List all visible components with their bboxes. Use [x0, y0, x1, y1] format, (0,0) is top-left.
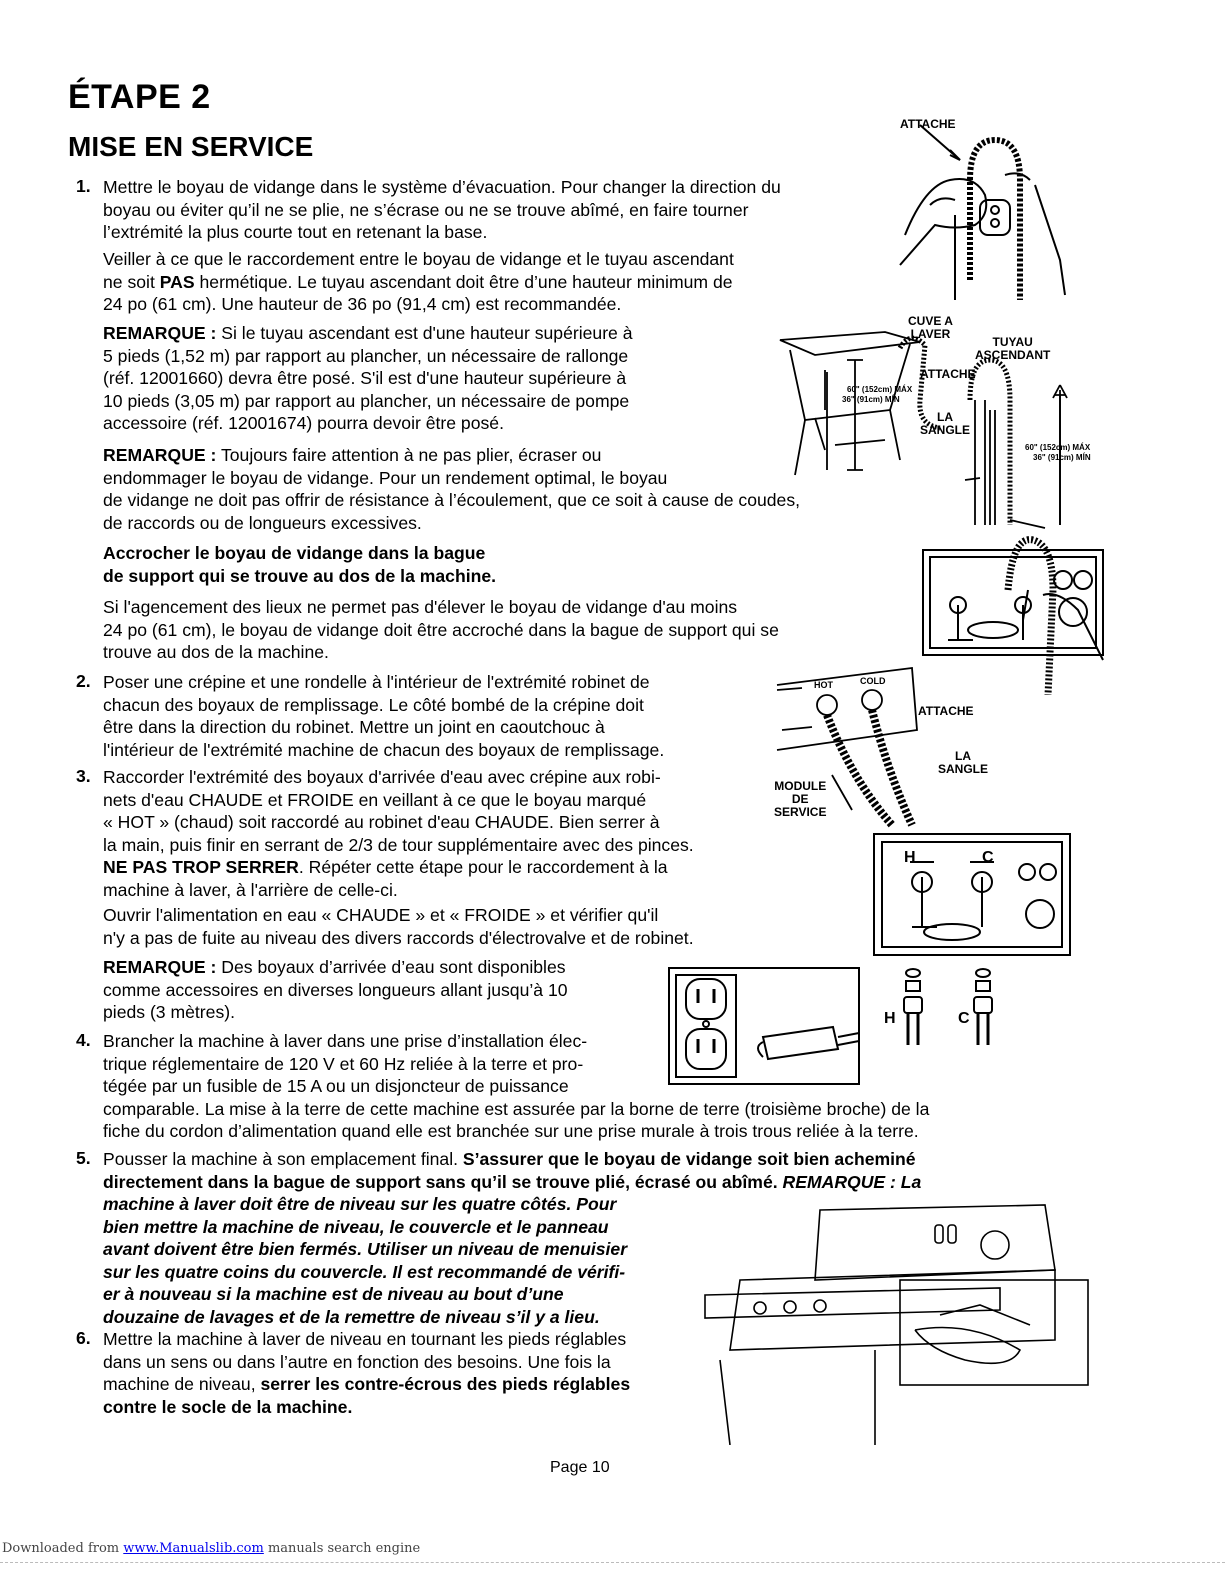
label-max: 60" (152cm) MÁX	[1025, 443, 1091, 452]
text-run: . Répéter cette étape pour le raccordement à la	[298, 857, 668, 877]
label-line: LAVER	[910, 327, 951, 341]
text-line	[103, 1171, 921, 1194]
text-line: nets d'eau CHAUDE et FROIDE en veillant à ce que le boyau marqué	[103, 789, 647, 810]
item1-paragraph-3	[103, 596, 779, 664]
item-number: 1.	[76, 176, 91, 196]
item1-paragraph-2	[103, 248, 734, 316]
label-attache: ATTACHE	[900, 117, 956, 131]
label-h: H	[884, 1010, 896, 1027]
text-line: Mettre le boyau de vidange dans le système d’évacuation. Pour changer la direction du	[103, 177, 781, 197]
text-run: hermétique. Le tuyau ascendant doit être d’une hauteur minimum de	[194, 271, 733, 292]
label-line: LA	[937, 410, 953, 424]
emphasis: directement dans la bague de support sans qu’il se trouve plié, écrasé ou abîmé.	[103, 1171, 783, 1192]
text-line: (réf. 12001660) devra être posé. S'il est d'une hauteur supérieure à	[103, 368, 627, 388]
text-line: fiche du cordon d’alimentation quand elle est branchée sur une prise murale à trois trous reliée à la terre.	[103, 1121, 919, 1141]
washer-level-illustration	[700, 1200, 1090, 1445]
text-line: comparable. La mise à la terre de cette machine est assurée par la borne de terre (troisième broche) de la	[103, 1098, 930, 1119]
text-line: trouve au dos de la machine.	[103, 642, 329, 662]
label-module-de-service	[774, 780, 826, 819]
note-1	[103, 322, 633, 435]
outlet-plug-illustration	[668, 967, 860, 1085]
section-title: MISE EN SERVICE	[68, 131, 314, 162]
text-line: « HOT » (chaud) soit raccordé au robinet d'eau CHAUDE. Bien serrer à	[103, 812, 660, 832]
label-la-sangle	[920, 411, 970, 437]
text-line: contre le socle de la machine.	[103, 1396, 353, 1417]
text-line: 5 pieds (1,52 m) par rapport au plancher, un nécessaire de rallonge	[103, 345, 629, 366]
text-line: 10 pieds (3,05 m) par rapport au plancher, un nécessaire de pompe	[103, 390, 630, 411]
text-line: Veiller à ce que le raccordement entre le boyau de vidange et le tuyau ascendant	[103, 249, 734, 269]
item6-paragraph	[103, 1328, 630, 1418]
item1-paragraph	[103, 176, 781, 244]
text-line	[103, 856, 694, 879]
item-number: 2.	[76, 671, 91, 691]
label-line: SANGLE	[938, 762, 989, 776]
text-line: sur les quatre coins du couvercle. Il est recommandé de vérifi-	[103, 1261, 626, 1282]
label-min: 36" (91cm) MÍN	[1033, 453, 1091, 462]
label-line: ASCENDANT	[975, 348, 1051, 362]
text-line: machine à laver doit être de niveau sur les quatre côtés. Pour	[103, 1194, 617, 1214]
footer-suffix: manuals search engine	[263, 1541, 421, 1556]
note-2	[103, 444, 800, 534]
label-attache: ATTACHE	[918, 704, 974, 718]
text-line: avant doivent être bien fermés. Utiliser un niveau de menuisier	[103, 1239, 628, 1259]
text-line: 24 po (61 cm), le boyau de vidange doit être accroché dans la bague de support qui se	[103, 619, 779, 640]
item-number: 6.	[76, 1328, 91, 1348]
label-c: C	[958, 1010, 970, 1027]
label-line: TUYAU	[992, 335, 1033, 349]
footer-divider	[0, 1562, 1225, 1563]
page-number: Page 10	[550, 1459, 610, 1476]
download-footer	[2, 1541, 420, 1556]
text-line: Ouvrir l'alimentation en eau « CHAUDE » et « FROIDE » et vérifier qu'il	[103, 905, 659, 925]
item-number: 3.	[76, 766, 91, 786]
text-line: er à nouveau si la machine est de niveau au bout d’une	[103, 1284, 564, 1304]
item3-paragraph	[103, 766, 694, 901]
text-line: machine à laver, à l'arrière de celle-ci.	[103, 879, 398, 900]
text-line: douzaine de lavages et de la remettre de niveau s’il y a lieu.	[103, 1306, 600, 1327]
hose-ends-illustration	[878, 965, 1018, 1055]
note-label: REMARQUE :	[103, 323, 217, 343]
text-line: de support qui se trouve au dos de la machine.	[103, 565, 497, 586]
text-line	[103, 322, 633, 345]
label-cold: COLD	[860, 676, 886, 686]
label-line: SERVICE	[774, 805, 827, 819]
emphasis: S’assurer que le boyau de vidange soit bien acheminé	[462, 1149, 916, 1169]
bold-instruction	[103, 542, 496, 587]
text-line: Raccorder l'extrémité des boyaux d'arrivée d'eau avec crépine aux robi-	[103, 767, 661, 787]
label-tuyau-ascendant	[975, 336, 1050, 362]
emphasis: NE PAS TROP SERRER	[103, 857, 299, 877]
text-line: boyau ou éviter qu’il ne se plie, ne s’écrase ou ne se trouve abîmé, en faire tourner	[103, 199, 749, 220]
label-max: 60" (152cm) MÁX	[847, 385, 913, 394]
label-attache: ATTACHE	[920, 367, 976, 381]
text-line: l'intérieur de l'extrémité machine de chacun des boyaux de remplissage.	[103, 739, 665, 760]
label-line: CUVE A	[908, 314, 953, 328]
text-line: de vidange ne doit pas offrir de résistance à l’écoulement, que ce soit à cause de coudes,	[103, 490, 801, 510]
text-line: chacun des boyaux de remplissage. Le côté bombé de la crépine doit	[103, 694, 644, 715]
footer-prefix: Downloaded from	[2, 1541, 124, 1556]
text-run: Des boyaux d’arrivée d’eau sont disponibles	[216, 957, 566, 977]
text-line: dans un sens ou dans l’autre en fonction des besoins. Une fois la	[103, 1351, 611, 1372]
text-line: endommager le boyau de vidange. Pour un rendement optimal, le boyau	[103, 467, 668, 488]
text-line: la main, puis finir en serrant de 2/3 de tour supplémentaire avec des pinces.	[103, 834, 694, 855]
label-line: SANGLE	[920, 423, 971, 437]
note-label: REMARQUE :	[103, 957, 217, 977]
text-run: Si le tuyau ascendant est d'une hauteur supérieure à	[216, 323, 633, 343]
note-label: REMARQUE :	[103, 445, 217, 465]
note-label: REMARQUE : La	[782, 1171, 922, 1192]
text-line: bien mettre la machine de niveau, le couvercle et le panneau	[103, 1216, 609, 1237]
text-run: ne soit	[103, 271, 160, 292]
label-line: DE	[791, 792, 809, 806]
text-line: Si l'agencement des lieux ne permet pas d'élever le boyau de vidange d'au moins	[103, 597, 738, 617]
text-line: n'y a pas de fuite au niveau des divers raccords d'électrovalve et de robinet.	[103, 927, 694, 948]
label-h: H	[904, 849, 916, 866]
text-run: Pousser la machine à son emplacement final.	[103, 1149, 463, 1169]
text-line	[103, 1373, 630, 1396]
text-line: Accrocher le boyau de vidange dans la bague	[103, 543, 486, 563]
hot-cold-faucet-panel	[872, 832, 1072, 957]
text-line: trique réglementaire de 120 V et 60 Hz reliée à la terre et pro-	[103, 1053, 584, 1074]
label-min: 36" (91cm) MÍN	[842, 395, 900, 404]
emphasis: PAS	[159, 271, 195, 292]
text-line: 24 po (61 cm). Une hauteur de 36 po (91,4 cm) est recommandée.	[103, 294, 622, 314]
text-line: tégée par un fusible de 15 A ou un disjoncteur de puissance	[103, 1076, 569, 1096]
text-line: Poser une crépine et une rondelle à l'intérieur de l'extrémité robinet de	[103, 672, 650, 692]
item-number: 5.	[76, 1148, 91, 1168]
label-hot: HOT	[814, 680, 833, 690]
text-line: Mettre la machine à laver de niveau en tournant les pieds réglables	[103, 1329, 627, 1349]
step-title: ÉTAPE 2	[68, 78, 211, 116]
manualslib-link[interactable]: www.Manualslib.com	[123, 1541, 264, 1556]
label-line: LA	[955, 749, 971, 763]
text-line: de raccords ou de longueurs excessives.	[103, 512, 422, 533]
text-line	[103, 1148, 921, 1171]
text-line: l’extrémité la plus courte tout en retenant la base.	[103, 222, 488, 242]
text-run: Toujours faire attention à ne pas plier, écraser ou	[216, 445, 602, 465]
item2-paragraph	[103, 671, 664, 761]
text-line: accessoire (réf. 12001674) pourra devoir être posé.	[103, 413, 504, 433]
item3-paragraph-2	[103, 904, 694, 949]
hose-attach-illustration	[895, 115, 1085, 300]
text-line	[103, 271, 734, 294]
text-line: comme accessoires en diverses longueurs allant jusqu’à 10	[103, 979, 568, 1000]
text-line: pieds (3 mètres).	[103, 1002, 235, 1022]
label-line: MODULE	[774, 779, 827, 793]
label-la-sangle	[938, 750, 988, 776]
note-3	[103, 956, 568, 1024]
text-line	[103, 956, 568, 979]
emphasis: serrer les contre-écrous des pieds réglables	[260, 1374, 631, 1394]
text-run: machine de niveau,	[103, 1374, 261, 1394]
text-line: être dans la direction du robinet. Mettre un joint en caoutchouc à	[103, 717, 605, 737]
item-number: 4.	[76, 1030, 91, 1050]
label-c: C	[982, 849, 994, 866]
support-ring-illustration	[918, 530, 1108, 695]
text-line	[103, 444, 800, 467]
text-line: Brancher la machine à laver dans une prise d’installation élec-	[103, 1031, 588, 1051]
label-cuve-a-laver	[908, 315, 953, 341]
